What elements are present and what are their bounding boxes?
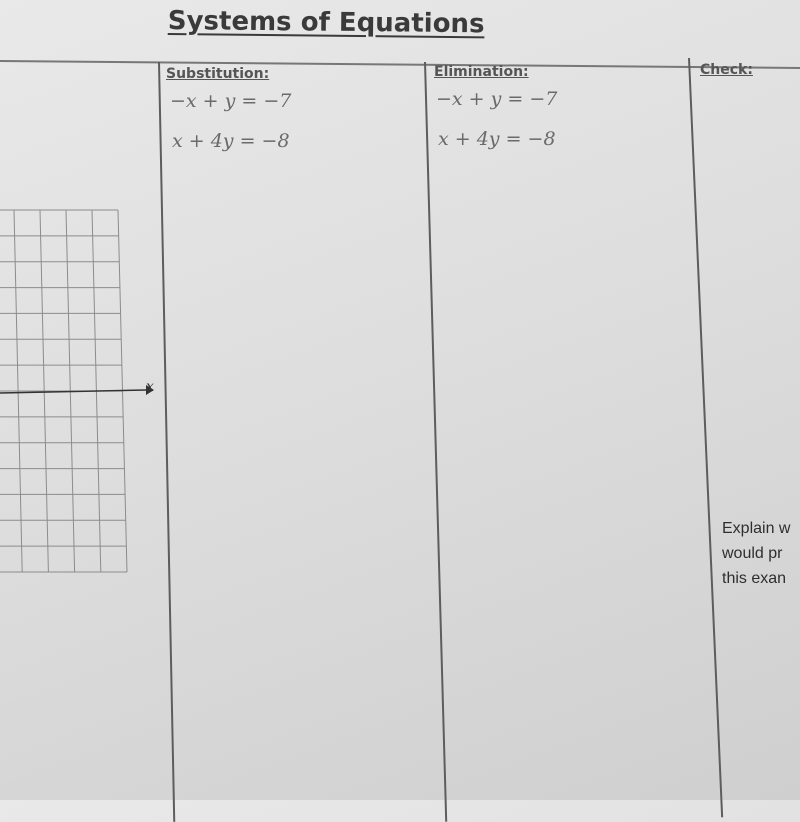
elimination-heading: Elimination: (434, 64, 529, 80)
elimination-equation-2: x + 4y = −8 (438, 128, 556, 150)
page-title: Systems of Equations (167, 6, 485, 40)
x-axis-label: x (146, 379, 154, 395)
substitution-equation-2: x + 4y = −8 (172, 130, 290, 152)
substitution-equation-1: −x + y = −7 (170, 90, 292, 112)
explain-line-2: would pr (722, 545, 783, 562)
elimination-equation-1: −x + y = −7 (436, 88, 558, 110)
check-heading: Check: (700, 62, 753, 78)
explain-line-3: this exan (722, 570, 787, 587)
explain-prompt (722, 516, 790, 591)
explain-line-1: Explain w (722, 520, 791, 537)
substitution-heading: Substitution: (166, 66, 270, 82)
